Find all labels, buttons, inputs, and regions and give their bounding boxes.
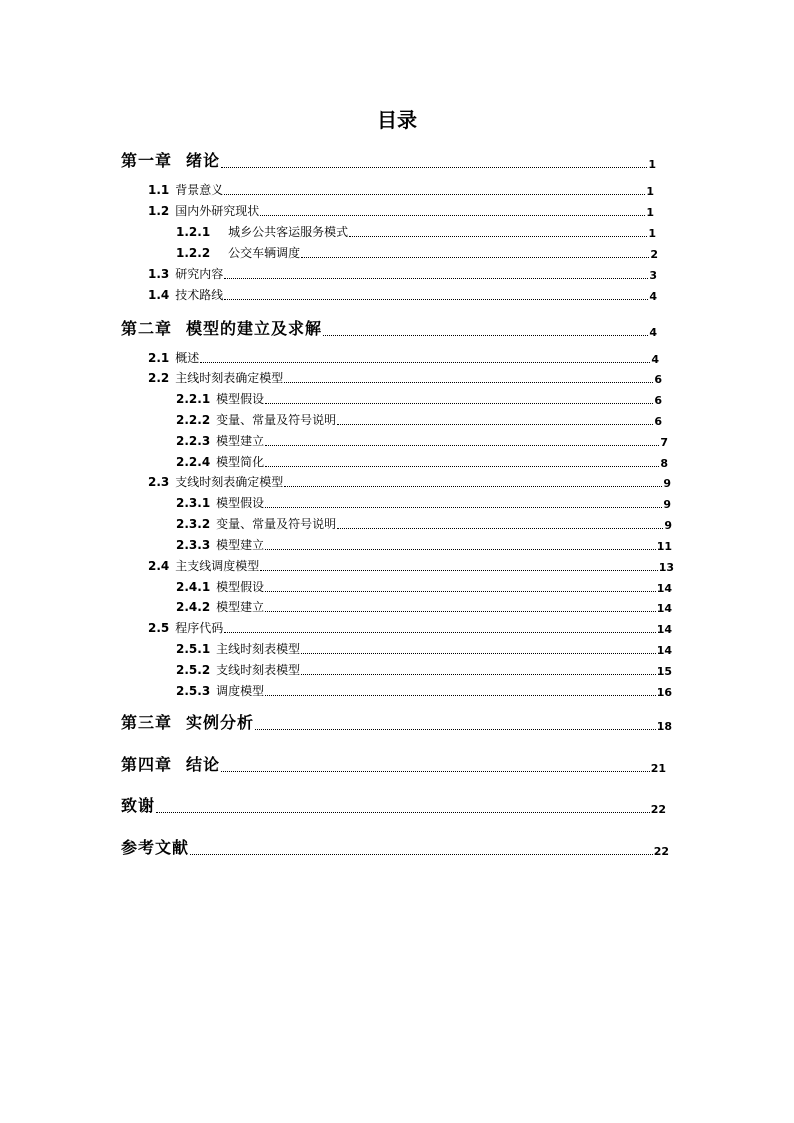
toc-entry[interactable] xyxy=(148,202,654,219)
toc-page-number: 13 xyxy=(658,561,674,574)
toc-page-number: 6 xyxy=(654,415,662,428)
toc-entry-text: 主线时刻表确定模型 xyxy=(175,371,284,385)
toc-entry-text: 模型的建立及求解 xyxy=(186,319,323,338)
toc-entry[interactable] xyxy=(121,835,669,858)
toc-entry[interactable] xyxy=(176,453,668,470)
toc-entry-text: 主支线调度模型 xyxy=(175,559,260,573)
toc-entry-number: 2.3.2 xyxy=(176,517,211,531)
toc-entry-label xyxy=(176,223,348,240)
toc-page-number: 1 xyxy=(648,227,656,240)
toc-entry[interactable] xyxy=(176,536,672,553)
toc-page-number: 4 xyxy=(649,326,657,339)
toc-entry-text: 模型建立 xyxy=(216,600,265,614)
toc-entry-number: 2.5.2 xyxy=(176,663,211,677)
toc-entry[interactable] xyxy=(176,432,668,449)
toc-entry-number: 第一章 xyxy=(121,151,173,170)
toc-entry-text: 城乡公共客运服务模式 xyxy=(228,225,349,239)
toc-entry[interactable] xyxy=(176,244,658,261)
dot-leader xyxy=(265,590,656,592)
toc-entry-number: 1.2.1 xyxy=(176,225,211,239)
toc-entry-text: 支线时刻表模型 xyxy=(216,663,301,677)
dot-leader xyxy=(265,402,653,404)
dot-leader xyxy=(323,334,648,336)
toc-entry-text: 国内外研究现状 xyxy=(175,204,260,218)
toc-entry-text: 背景意义 xyxy=(175,183,224,197)
dot-leader xyxy=(349,235,647,237)
toc-entry-label xyxy=(176,661,300,678)
toc-entry-label xyxy=(148,202,259,219)
toc-entry-number: 2.3.1 xyxy=(176,496,211,510)
toc-entry-text: 技术路线 xyxy=(175,288,224,302)
toc-entry-label xyxy=(176,578,264,595)
dot-leader xyxy=(265,548,656,550)
toc-entry-text: 参考文献 xyxy=(121,838,190,857)
toc-entry-label xyxy=(148,286,223,303)
toc-entry-text: 程序代码 xyxy=(175,621,224,635)
toc-entry-label xyxy=(176,390,264,407)
toc-entry[interactable] xyxy=(176,682,672,699)
toc-page-number: 14 xyxy=(656,602,672,615)
toc-page-number: 1 xyxy=(646,185,654,198)
dot-leader xyxy=(260,214,645,216)
toc-entry[interactable] xyxy=(176,411,662,428)
toc-entry-text: 致谢 xyxy=(121,796,156,815)
toc-entry-label xyxy=(148,181,223,198)
dot-leader xyxy=(224,277,648,279)
toc-entry-label xyxy=(148,557,259,574)
toc-entry-label xyxy=(121,710,254,733)
toc-entry-label xyxy=(148,265,223,282)
dot-leader xyxy=(190,853,653,855)
toc-entry-text: 绪论 xyxy=(186,151,221,170)
dot-leader xyxy=(301,652,656,654)
toc-entry-label xyxy=(148,619,223,636)
toc-entry-label xyxy=(121,316,322,339)
toc-entry-label xyxy=(176,411,336,428)
toc-page-number: 7 xyxy=(660,436,668,449)
toc-page-number: 9 xyxy=(663,477,671,490)
toc-entry-label xyxy=(121,835,189,858)
toc-entry-number: 2.2 xyxy=(148,371,170,385)
toc-page-number: 18 xyxy=(656,720,672,733)
toc-entry-number: 1.2.2 xyxy=(176,246,211,260)
toc-entry-label xyxy=(176,453,264,470)
toc-page-number: 4 xyxy=(651,353,659,366)
dot-leader xyxy=(265,465,659,467)
toc-entry-text: 模型建立 xyxy=(216,538,265,552)
toc-entry-number: 1.2 xyxy=(148,204,170,218)
dot-leader xyxy=(224,193,645,195)
toc-entry-number: 2.4.1 xyxy=(176,580,211,594)
toc-entry-text: 主线时刻表模型 xyxy=(216,642,301,656)
toc-entry[interactable] xyxy=(148,349,659,366)
toc-page-number: 2 xyxy=(650,248,658,261)
toc-entry-label xyxy=(176,432,264,449)
toc-entry[interactable] xyxy=(176,515,672,532)
toc-entry-number: 2.3.3 xyxy=(176,538,211,552)
dot-leader xyxy=(265,444,659,446)
toc-entry-number: 2.5 xyxy=(148,621,170,635)
toc-entry-number: 2.2.1 xyxy=(176,392,211,406)
toc-entry-text: 模型建立 xyxy=(216,434,265,448)
dot-leader xyxy=(260,569,657,571)
toc-entry-number: 第二章 xyxy=(121,319,173,338)
dot-leader xyxy=(224,631,655,633)
dot-leader xyxy=(265,694,656,696)
toc-entry-text: 模型假设 xyxy=(216,392,265,406)
toc-entry-number: 2.5.3 xyxy=(176,684,211,698)
toc-entry-number: 1.4 xyxy=(148,288,170,302)
toc-entry[interactable] xyxy=(176,223,656,240)
toc-entry-label xyxy=(148,349,199,366)
toc-entry-text: 公交车辆调度 xyxy=(228,246,301,260)
toc-entry-label xyxy=(121,148,220,171)
toc-entry-label xyxy=(148,369,283,386)
toc-entry-text: 支线时刻表确定模型 xyxy=(175,475,284,489)
dot-leader xyxy=(265,610,656,612)
toc-page-number: 9 xyxy=(664,519,672,532)
toc-page-number: 16 xyxy=(656,686,672,699)
toc-page-number: 21 xyxy=(650,762,666,775)
toc-entry-number: 第三章 xyxy=(121,713,173,732)
dot-leader xyxy=(221,166,647,168)
dot-leader xyxy=(337,527,663,529)
toc-entry[interactable] xyxy=(176,661,672,678)
toc-entry-number: 1.1 xyxy=(148,183,170,197)
toc-entry[interactable] xyxy=(121,793,666,816)
toc-page-number: 8 xyxy=(660,457,668,470)
toc-entry-label xyxy=(176,244,300,261)
dot-leader xyxy=(156,811,650,813)
dot-leader xyxy=(337,423,653,425)
toc-entry-label xyxy=(176,494,264,511)
toc-page-number: 14 xyxy=(656,582,672,595)
toc-entry-number: 2.1 xyxy=(148,351,170,365)
toc-entry-number: 2.4 xyxy=(148,559,170,573)
dot-leader xyxy=(221,770,650,772)
dot-leader xyxy=(200,361,650,363)
toc-entry-number: 2.2.3 xyxy=(176,434,211,448)
toc-entry[interactable] xyxy=(176,598,672,615)
toc-entry-label xyxy=(121,752,220,775)
dot-leader xyxy=(284,485,662,487)
toc-entry[interactable] xyxy=(148,557,674,574)
toc-entry-text: 调度模型 xyxy=(216,684,265,698)
dot-leader xyxy=(255,728,656,730)
toc-entry-text: 模型假设 xyxy=(216,496,265,510)
toc-page-number: 22 xyxy=(650,803,666,816)
toc-page-number: 15 xyxy=(656,665,672,678)
toc-entry[interactable] xyxy=(121,316,657,339)
toc-entry-text: 概述 xyxy=(175,351,200,365)
toc-page-number: 1 xyxy=(646,206,654,219)
dot-leader xyxy=(224,298,648,300)
toc-entry-number: 2.2.4 xyxy=(176,455,211,469)
toc-entry[interactable] xyxy=(176,578,672,595)
toc-entry-number: 2.3 xyxy=(148,475,170,489)
dot-leader xyxy=(301,673,656,675)
toc-entry[interactable] xyxy=(176,390,662,407)
toc-page-number: 14 xyxy=(656,623,672,636)
toc-entry-text: 模型简化 xyxy=(216,455,265,469)
toc-page-number: 3 xyxy=(649,269,657,282)
toc-entry[interactable] xyxy=(176,494,671,511)
toc-page-number: 6 xyxy=(654,373,662,386)
toc-entry-label xyxy=(176,598,264,615)
toc-entry-label xyxy=(148,473,283,490)
toc-page-number: 22 xyxy=(653,845,669,858)
toc-entry-label xyxy=(176,682,264,699)
toc-page-number: 6 xyxy=(654,394,662,407)
dot-leader xyxy=(265,506,662,508)
toc-page-number: 14 xyxy=(656,644,672,657)
toc-entry-label xyxy=(121,793,155,816)
toc-entry-number: 2.5.1 xyxy=(176,642,211,656)
toc-entry[interactable] xyxy=(176,640,672,657)
toc-entry-number: 2.2.2 xyxy=(176,413,211,427)
toc-entry-text: 实例分析 xyxy=(186,713,255,732)
toc-entry[interactable] xyxy=(148,265,657,282)
toc-entry[interactable] xyxy=(148,369,662,386)
toc-page-number: 1 xyxy=(648,158,656,171)
toc-entry-text: 研究内容 xyxy=(175,267,224,281)
toc-entry[interactable] xyxy=(121,148,656,171)
toc-entry-label xyxy=(176,640,300,657)
dot-leader xyxy=(284,381,653,383)
toc-page-number: 4 xyxy=(649,290,657,303)
toc-entry-text: 结论 xyxy=(186,755,221,774)
toc-entry-label xyxy=(176,536,264,553)
toc-entry-number: 2.4.2 xyxy=(176,600,211,614)
toc-page-number: 9 xyxy=(663,498,671,511)
toc-entry[interactable] xyxy=(148,286,657,303)
toc-entry-text: 变量、常量及符号说明 xyxy=(216,413,337,427)
toc-entry[interactable] xyxy=(148,181,654,198)
toc-entry[interactable] xyxy=(121,752,666,775)
toc-entry[interactable] xyxy=(121,710,672,733)
toc-title: 目录 xyxy=(377,108,417,132)
toc-entry-text: 变量、常量及符号说明 xyxy=(216,517,337,531)
toc-entry-number: 1.3 xyxy=(148,267,170,281)
toc-page-number: 11 xyxy=(656,540,672,553)
toc-entry-number: 第四章 xyxy=(121,755,173,774)
toc-entry-label xyxy=(176,515,336,532)
toc-entry[interactable] xyxy=(148,619,672,636)
toc-entry-text: 模型假设 xyxy=(216,580,265,594)
toc-entry[interactable] xyxy=(148,473,671,490)
dot-leader xyxy=(301,256,649,258)
